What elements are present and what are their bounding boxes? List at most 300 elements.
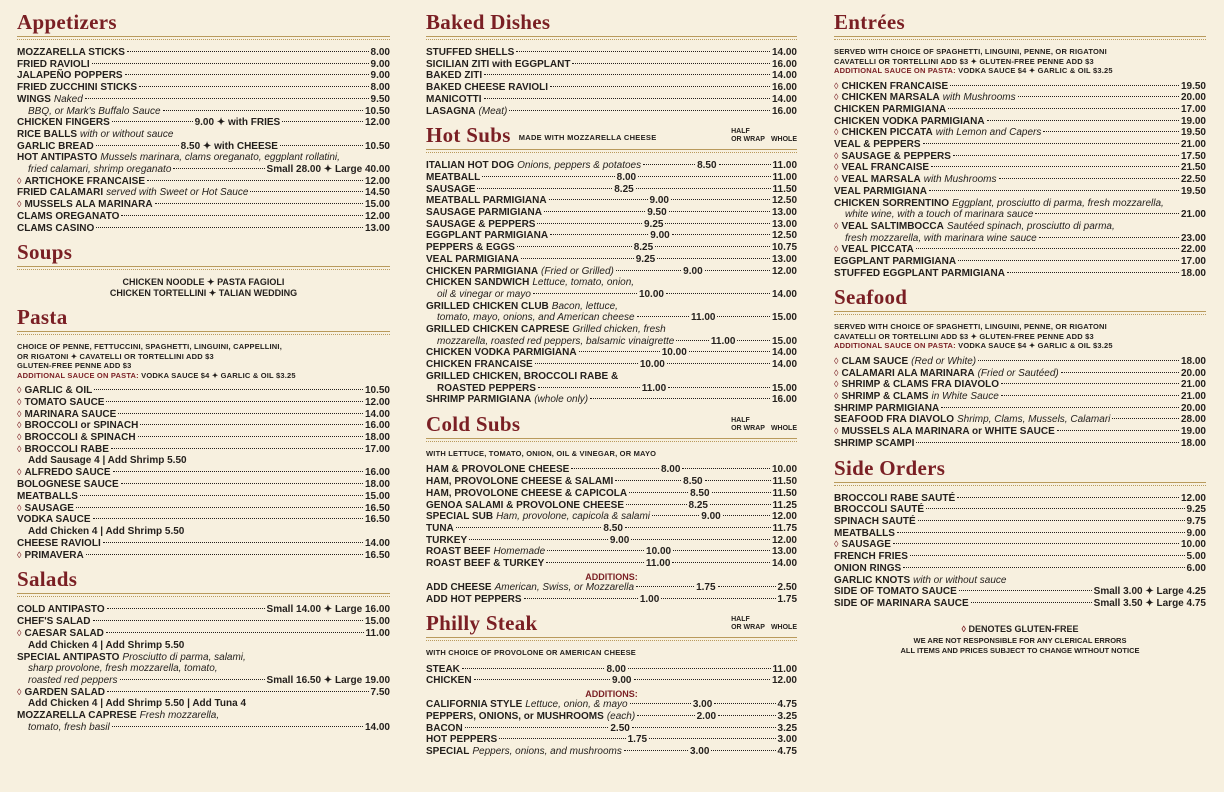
menu-item bbox=[426, 266, 797, 278]
item-name: CHICKEN SANDWICH bbox=[426, 277, 530, 289]
menu-item bbox=[426, 82, 797, 94]
item-price-whole: 14.00 bbox=[771, 359, 798, 371]
entrees-note-1: SERVED WITH CHOICE OF SPAGHETTI, LINGUINI, PENNE, OR RIGATONI bbox=[834, 47, 1107, 56]
item-name: PRIMAVERA bbox=[24, 549, 84, 561]
menu-item bbox=[17, 491, 390, 503]
item-price-whole: 11.00 bbox=[772, 171, 798, 183]
section-divider bbox=[17, 36, 390, 40]
item-name: LASAGNA bbox=[426, 105, 476, 117]
item-price-whole: 15.00 bbox=[771, 335, 798, 347]
item-price: 17.00 bbox=[364, 443, 390, 455]
leader-dots bbox=[147, 180, 363, 181]
item-price-whole: 11.50 bbox=[772, 476, 798, 488]
item-price: 21.00 bbox=[1180, 139, 1206, 151]
leader-dots bbox=[652, 515, 699, 516]
section-divider bbox=[17, 593, 390, 597]
hot-subs-header bbox=[426, 123, 797, 147]
entrees-note-2: CAVATELLI OR TORTELLINI ADD $3 ✦ GLUTEN-FREE PENNE ADD $3 bbox=[834, 56, 1094, 66]
item-name: CLAM SAUCE bbox=[841, 355, 909, 367]
item-name: STEAK bbox=[426, 663, 460, 675]
item-name: SAUSAGE bbox=[841, 539, 891, 551]
col-half: HALF bbox=[731, 416, 750, 424]
menu-item bbox=[426, 160, 797, 172]
item-price-whole: 12.50 bbox=[771, 230, 798, 242]
menu-item bbox=[17, 687, 390, 699]
item-price-whole: 16.00 bbox=[771, 394, 797, 406]
item-description: with Mushrooms bbox=[942, 92, 1016, 104]
item-price: 21.00 bbox=[1180, 209, 1206, 221]
leader-dots bbox=[893, 543, 1179, 544]
gluten-free-icon: ◊ bbox=[834, 127, 839, 138]
menu-item bbox=[426, 734, 797, 746]
menu-item bbox=[426, 106, 797, 118]
leader-dots bbox=[916, 442, 1179, 443]
menu-item bbox=[17, 70, 390, 82]
leader-dots bbox=[923, 143, 1179, 144]
menu-column-3 bbox=[834, 10, 1206, 656]
gluten-free-icon: ◊ bbox=[17, 420, 22, 431]
pasta-note-1: CHOICE OF PENNE, FETTUCCINI, SPAGHETTI, LINGUINI, CAPPELLINI, bbox=[17, 342, 282, 352]
item-price-half: 8.00 bbox=[660, 464, 681, 476]
gluten-free-icon: ◊ bbox=[17, 549, 22, 560]
leader-dots bbox=[521, 258, 634, 259]
leader-dots bbox=[1001, 395, 1179, 396]
item-price-half: 8.50 bbox=[683, 476, 703, 488]
gluten-free-icon: ◊ bbox=[17, 175, 22, 186]
item-description: Lettuce, onion, & mayo bbox=[525, 699, 628, 711]
item-price: 12.00 bbox=[364, 117, 391, 129]
gluten-free-icon: ◊ bbox=[17, 385, 22, 396]
item-name: CALIFORNIA STYLE bbox=[426, 699, 523, 711]
menu-item bbox=[834, 403, 1206, 415]
menu-item bbox=[426, 359, 797, 371]
item-name: TURKEY bbox=[426, 534, 468, 546]
menu-item bbox=[17, 722, 390, 734]
leader-dots bbox=[550, 234, 648, 235]
menu-item bbox=[834, 116, 1206, 128]
menu-item bbox=[834, 139, 1206, 151]
menu-item bbox=[17, 538, 390, 550]
item-name: CHEF'S SALAD bbox=[17, 616, 91, 628]
item-name: BAKED ZITI bbox=[426, 70, 483, 82]
menu-item bbox=[17, 514, 390, 526]
item-price: 19.00 bbox=[1180, 115, 1206, 127]
item-name: CHICKEN FRANCAISE bbox=[841, 80, 949, 92]
pasta-note-4 bbox=[17, 371, 390, 381]
item-price-half: 9.25 bbox=[644, 218, 664, 230]
item-name: SAUSAGE bbox=[24, 502, 74, 514]
menu-item bbox=[426, 184, 797, 196]
side-orders-list bbox=[834, 493, 1206, 610]
item-name: VEAL & PEPPERS bbox=[834, 139, 921, 151]
appetizers-list bbox=[17, 47, 390, 234]
gluten-free-icon: ◊ bbox=[17, 408, 22, 419]
item-description: Eggplant, prosciutto di parma, fresh mozzarella, bbox=[952, 197, 1164, 209]
section-title-entrees: Entrées bbox=[834, 10, 905, 34]
gluten-free-icon: ◊ bbox=[834, 92, 839, 103]
item-description: (whole only) bbox=[534, 394, 589, 406]
item-name: ADD CHEESE bbox=[426, 581, 492, 593]
leader-dots bbox=[107, 608, 265, 609]
item-name: PEPPERS & EGGS bbox=[426, 242, 515, 254]
leader-dots bbox=[628, 668, 771, 669]
soups-line-2: CHICKEN TORTELLINI ✦ TALIAN WEDDING bbox=[109, 288, 298, 299]
menu-item bbox=[17, 176, 390, 188]
entrees-list bbox=[834, 81, 1206, 280]
item-name: HAM, PROVOLONE CHEESE & CAPICOLA bbox=[426, 487, 628, 499]
item-price-whole: 2.50 bbox=[777, 581, 797, 593]
item-name: MANICOTTI bbox=[426, 93, 482, 105]
col-or-wrap: OR WRAP bbox=[731, 424, 765, 432]
entrees-note-3 bbox=[834, 66, 1206, 76]
leader-dots bbox=[572, 63, 770, 64]
seafood-note-1: SERVED WITH CHOICE OF SPAGHETTI, LINGUINI, PENNE, OR RIGATONI bbox=[834, 322, 1107, 332]
item-price-half: 8.25 bbox=[614, 183, 634, 195]
item-price: 10.50 bbox=[364, 385, 390, 397]
menu-item bbox=[17, 432, 390, 444]
item-price: Small 16.50 ✦ Large 19.00 bbox=[266, 674, 390, 686]
item-price-whole: 10.00 bbox=[771, 464, 798, 476]
item-price: 16.00 bbox=[771, 82, 797, 94]
leader-dots bbox=[655, 246, 770, 247]
item-name: SPECIAL SUB bbox=[426, 511, 494, 523]
menu-item bbox=[426, 523, 797, 535]
leader-dots bbox=[661, 598, 775, 599]
item-price-whole: 12.00 bbox=[771, 675, 797, 687]
item-description: Homemade bbox=[493, 546, 546, 558]
leader-dots bbox=[1018, 96, 1179, 97]
item-price-whole: 12.00 bbox=[771, 265, 797, 277]
item-price: 28.00 bbox=[1180, 414, 1206, 426]
section-title-baked-dishes: Baked Dishes bbox=[426, 10, 551, 34]
leader-dots bbox=[916, 248, 1179, 249]
item-price-small: 9.00 ✦ with FRIES bbox=[194, 117, 281, 129]
item-description: (Fried or Grilled) bbox=[541, 265, 614, 277]
item-name: ITALIAN HOT DOG bbox=[426, 160, 515, 172]
item-price-small: 8.50 ✦ with CHEESE bbox=[180, 140, 278, 152]
leader-dots bbox=[950, 85, 1179, 86]
leader-dots bbox=[118, 413, 363, 414]
item-price-whole: 13.00 bbox=[771, 546, 797, 558]
cold-subs-header bbox=[426, 412, 797, 436]
item-price-whole: 3.25 bbox=[777, 722, 798, 734]
menu-item bbox=[834, 356, 1206, 368]
item-price: 13.00 bbox=[364, 222, 390, 234]
menu-item bbox=[17, 152, 390, 164]
leader-dots bbox=[615, 480, 681, 481]
gluten-free-icon: ◊ bbox=[834, 150, 839, 161]
section-title-philly-steak: Philly Steak bbox=[426, 611, 538, 636]
leader-dots bbox=[629, 492, 688, 493]
menu-item bbox=[17, 397, 390, 409]
leader-dots bbox=[140, 424, 363, 425]
item-name: SHRIMP PARMIGIANA bbox=[426, 394, 532, 406]
hot-subs-subtitle: MADE WITH MOZZARELLA CHEESE bbox=[518, 133, 657, 143]
item-description: BBQ, or Mark's Buffalo Sauce bbox=[28, 105, 161, 117]
leader-dots bbox=[643, 164, 695, 165]
leader-dots bbox=[672, 562, 770, 563]
col-whole: WHOLE bbox=[770, 624, 797, 632]
item-name: GRILLED CHICKEN, BROCCOLI RABE & bbox=[426, 370, 619, 382]
item-name: CHICKEN PICCATA bbox=[841, 127, 933, 139]
menu-item bbox=[834, 209, 1206, 221]
leader-dots bbox=[96, 227, 363, 228]
section-title-pasta: Pasta bbox=[17, 305, 68, 330]
item-name: MARINARA SAUCE bbox=[24, 408, 117, 420]
item-name: FRENCH FRIES bbox=[834, 551, 908, 563]
item-name: JALAPEÑO POPPERS bbox=[17, 70, 123, 82]
item-price-half: 10.00 bbox=[639, 359, 665, 371]
leader-dots bbox=[682, 468, 770, 469]
item-price-whole: 1.75 bbox=[777, 593, 798, 605]
menu-item bbox=[17, 129, 390, 141]
item-price-whole: 13.00 bbox=[771, 207, 797, 219]
leader-dots bbox=[509, 110, 770, 111]
menu-item bbox=[834, 586, 1206, 598]
menu-item bbox=[834, 244, 1206, 256]
leader-dots bbox=[571, 468, 659, 469]
leader-dots bbox=[711, 750, 775, 751]
item-price: 14.00 bbox=[771, 70, 797, 82]
pasta-note-3: GLUTEN-FREE PENNE ADD $3 bbox=[17, 361, 132, 371]
leader-dots bbox=[636, 188, 771, 189]
seafood-section bbox=[834, 285, 1206, 449]
item-name: CHEESE RAVIOLI bbox=[17, 537, 101, 549]
menu-item bbox=[426, 70, 797, 82]
item-name: ONION RINGS bbox=[834, 562, 902, 574]
menu-item bbox=[17, 710, 390, 722]
leader-dots bbox=[103, 542, 363, 543]
item-description: (Fried or Sautéed) bbox=[977, 367, 1059, 379]
gluten-free-icon: ◊ bbox=[834, 379, 839, 390]
pasta-section bbox=[17, 305, 390, 561]
additional-sauce-prices: VODKA SAUCE $4 ✦ GARLIC & OIL $3.25 bbox=[958, 341, 1113, 351]
item-price-half: 2.00 bbox=[696, 710, 717, 722]
item-price-whole: 14.00 bbox=[771, 288, 797, 300]
item-name: HAM, PROVOLONE CHEESE & SALAMI bbox=[426, 476, 614, 488]
item-price-whole: 11.25 bbox=[772, 499, 797, 511]
item-price-whole: 15.00 bbox=[771, 382, 797, 394]
item-description: American, Swiss, or Mozzarella bbox=[494, 581, 635, 593]
menu-item bbox=[834, 92, 1206, 104]
item-name: VEAL SALTIMBOCCA bbox=[841, 220, 944, 232]
item-price-half: 1.75 bbox=[696, 581, 716, 593]
section-title-seafood: Seafood bbox=[834, 285, 908, 310]
section-divider bbox=[834, 36, 1206, 40]
leader-dots bbox=[929, 190, 1179, 191]
baked-dishes-list bbox=[426, 47, 797, 117]
item-name: PEPPERS, ONIONS, or MUSHROOMS bbox=[426, 710, 604, 722]
item-name: CLAMS OREGANATO bbox=[17, 210, 120, 222]
item-price: 16.00 bbox=[364, 467, 390, 479]
col-or-wrap: OR WRAP bbox=[731, 136, 765, 144]
item-price: 9.00 bbox=[370, 70, 390, 82]
add-on-option: Add Sausage 4 | Add Shrimp 5.50 bbox=[28, 455, 187, 467]
menu-item bbox=[426, 289, 797, 301]
col-whole: WHOLE bbox=[770, 424, 797, 432]
menu-item bbox=[426, 746, 797, 758]
item-price: 19.00 bbox=[1180, 426, 1206, 438]
leader-dots bbox=[125, 74, 369, 75]
item-description: with Mushrooms bbox=[923, 174, 997, 186]
menu-item bbox=[17, 420, 390, 432]
item-name: MEATBALL bbox=[426, 171, 481, 183]
menu-item bbox=[834, 198, 1206, 210]
leader-dots bbox=[669, 211, 770, 212]
item-name: SPINACH SAUTÉ bbox=[834, 515, 916, 527]
item-price: 17.50 bbox=[1180, 150, 1206, 162]
menu-item bbox=[426, 336, 797, 348]
item-price-whole: 12.00 bbox=[771, 534, 797, 546]
menu-item bbox=[17, 82, 390, 94]
item-price-whole: 11.50 bbox=[772, 487, 797, 499]
item-price: 20.00 bbox=[1180, 402, 1206, 414]
leader-dots bbox=[632, 727, 776, 728]
menu-item bbox=[17, 616, 390, 628]
item-price: 16.00 bbox=[771, 58, 797, 70]
leader-dots bbox=[533, 293, 637, 294]
leader-dots bbox=[111, 448, 363, 449]
item-description: with Lemon and Capers bbox=[935, 127, 1042, 139]
leader-dots bbox=[718, 715, 775, 716]
leader-dots bbox=[544, 211, 645, 212]
item-name: CHICKEN VODKA PARMIGIANA bbox=[426, 347, 577, 359]
item-price: 19.50 bbox=[1180, 127, 1206, 139]
menu-item bbox=[834, 575, 1206, 587]
item-description: Prosciutto di parma, salami, bbox=[122, 651, 246, 663]
col-half: HALF bbox=[731, 616, 750, 624]
menu-item bbox=[834, 414, 1206, 426]
item-name: ARTICHOKE FRANCAISE bbox=[24, 175, 146, 187]
item-name: VEAL PICCATA bbox=[841, 244, 914, 256]
leader-dots bbox=[631, 539, 770, 540]
item-price: Small 28.00 ✦ Large 40.00 bbox=[266, 164, 390, 176]
leader-dots bbox=[638, 176, 770, 177]
item-price: 16.50 bbox=[364, 549, 390, 561]
item-name: BACON bbox=[426, 722, 463, 734]
menu-item bbox=[426, 242, 797, 254]
leader-dots bbox=[93, 518, 363, 519]
item-price: 14.00 bbox=[771, 47, 797, 58]
menu-item bbox=[834, 256, 1206, 268]
menu-item bbox=[17, 223, 390, 235]
menu-item bbox=[834, 186, 1206, 198]
item-description: Shrimp, Clams, Mussels, Calamari bbox=[957, 414, 1111, 426]
item-price-half: 1.00 bbox=[639, 593, 660, 605]
section-divider bbox=[426, 36, 797, 40]
menu-item bbox=[426, 394, 797, 406]
column-headers bbox=[731, 417, 797, 433]
menu-item bbox=[834, 563, 1206, 575]
item-price-half: 9.00 bbox=[612, 675, 632, 687]
leader-dots bbox=[705, 480, 771, 481]
item-price-whole: 11.75 bbox=[772, 523, 798, 534]
item-name: GENOA SALAMI & PROVOLONE CHEESE bbox=[426, 499, 624, 511]
menu-item bbox=[426, 230, 797, 242]
item-price: 8.00 bbox=[370, 82, 390, 94]
menu-item bbox=[426, 535, 797, 547]
item-price: 16.50 bbox=[364, 514, 390, 526]
leader-dots bbox=[121, 483, 363, 484]
item-price-whole: 14.00 bbox=[771, 347, 797, 359]
leader-dots bbox=[456, 527, 602, 528]
leader-dots bbox=[626, 504, 687, 505]
gluten-free-icon: ◊ bbox=[17, 396, 22, 407]
item-price: 11.00 bbox=[365, 627, 390, 639]
item-description: tomato, mayo, onions, and American cheese bbox=[437, 312, 635, 324]
menu-item bbox=[834, 104, 1206, 116]
item-name: STUFFED EGGPLANT PARMIGIANA bbox=[834, 267, 1005, 279]
add-on-option: Add Chicken 4 | Add Shrimp 5.50 bbox=[28, 525, 185, 537]
menu-item bbox=[17, 187, 390, 199]
menu-item bbox=[834, 174, 1206, 186]
leader-dots bbox=[112, 121, 193, 122]
item-price: 18.00 bbox=[1180, 267, 1206, 279]
menu-item bbox=[834, 81, 1206, 93]
item-price-half: 8.25 bbox=[688, 499, 708, 511]
gluten-free-icon: ◊ bbox=[834, 391, 839, 402]
item-name: BAKED CHEESE RAVIOLI bbox=[426, 82, 549, 94]
leader-dots bbox=[474, 679, 610, 680]
menu-item bbox=[426, 511, 797, 523]
item-price: Small 3.00 ✦ Large 4.25 bbox=[1093, 586, 1206, 598]
seafood-list bbox=[834, 356, 1206, 450]
menu-item bbox=[426, 254, 797, 266]
section-divider bbox=[426, 149, 797, 153]
item-price-half: 9.00 bbox=[609, 534, 630, 546]
item-name: EGGPLANT PARMIGIANA bbox=[426, 230, 549, 242]
item-name: RICE BALLS bbox=[17, 128, 77, 140]
column-headers bbox=[731, 616, 797, 632]
gluten-free-icon: ◊ bbox=[834, 355, 839, 366]
salads-section bbox=[17, 567, 390, 733]
item-price: 18.00 bbox=[364, 479, 390, 491]
disclaimer-line-2: ALL ITEMS AND PRICES SUBJECT TO CHANGE WITHOUT NOTICE bbox=[900, 645, 1140, 655]
item-name: CHICKEN VODKA PARMIGIANA bbox=[834, 115, 985, 127]
gluten-free-icon: ◊ bbox=[834, 220, 839, 231]
menu-item bbox=[426, 94, 797, 106]
menu-item bbox=[17, 604, 390, 616]
item-price: 16.00 bbox=[771, 105, 797, 117]
item-name: VEAL FRANCAISE bbox=[841, 162, 930, 174]
additional-sauce-label: ADDITIONAL SAUCE ON PASTA: bbox=[834, 66, 956, 75]
menu-item bbox=[426, 464, 797, 476]
additions-heading: ADDITIONS: bbox=[585, 571, 638, 582]
leader-dots bbox=[462, 668, 605, 669]
item-description: Naked bbox=[53, 93, 83, 105]
gluten-free-icon: ◊ bbox=[17, 467, 22, 478]
leader-dots bbox=[173, 168, 264, 169]
leader-dots bbox=[705, 270, 770, 271]
menu-item bbox=[426, 476, 797, 488]
menu-item bbox=[426, 383, 797, 395]
leader-dots bbox=[1035, 213, 1179, 214]
item-name: SPECIAL bbox=[426, 745, 470, 757]
item-name: MEATBALLS bbox=[834, 527, 895, 539]
item-price-whole: 10.75 bbox=[771, 242, 798, 254]
item-price: 18.00 bbox=[364, 432, 390, 444]
item-price: 22.00 bbox=[1180, 244, 1206, 256]
menu-item bbox=[426, 195, 797, 207]
item-name: CHICKEN SORRENTINO bbox=[834, 197, 950, 209]
additional-sauce-prices: VODKA SAUCE $4 ✦ GARLIC & OIL $3.25 bbox=[141, 370, 296, 380]
menu-item bbox=[834, 151, 1206, 163]
item-price: 6.00 bbox=[1186, 562, 1206, 574]
item-price: 10.50 bbox=[364, 105, 390, 117]
leader-dots bbox=[903, 567, 1184, 568]
item-name: CHICKEN MARSALA bbox=[841, 92, 940, 104]
item-price-whole: 3.00 bbox=[777, 734, 798, 746]
